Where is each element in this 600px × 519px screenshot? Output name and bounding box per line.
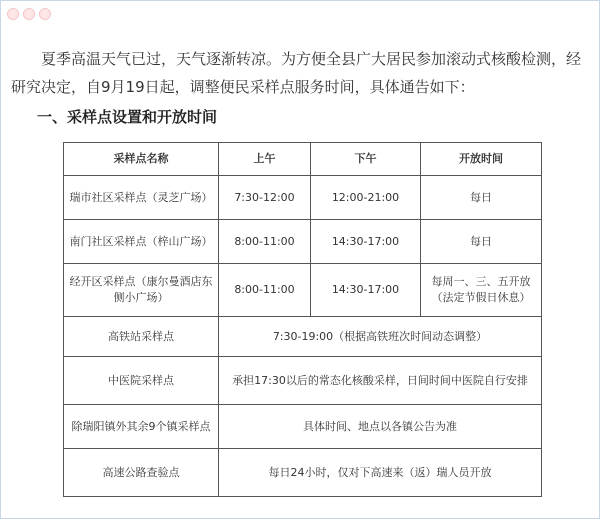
cell-open: 每日 bbox=[421, 220, 542, 264]
sampling-schedule-table bbox=[63, 142, 542, 497]
intro-paragraph: 夏季高温天气已过，天气逐渐转凉。为方便全县广大居民参加滚动式核酸检测，经研究决定，自9月19日起，调整便民采样点服务时间，具体通告如下： bbox=[11, 50, 582, 96]
table-row bbox=[64, 357, 542, 405]
cell-name: 南门社区采样点（梓山广场） bbox=[64, 220, 219, 264]
circle-icon bbox=[23, 8, 35, 20]
table-header-row bbox=[64, 143, 542, 176]
table-row bbox=[64, 220, 542, 264]
cell-name: 高速公路查验点 bbox=[64, 449, 219, 497]
header-name: 采样点名称 bbox=[64, 143, 219, 176]
table-row bbox=[64, 317, 542, 357]
section-heading: 一、采样点设置和开放时间 bbox=[37, 108, 218, 126]
cell-pm: 12:00-21:00 bbox=[311, 176, 421, 220]
cell-am: 8:00-11:00 bbox=[219, 264, 311, 317]
cell-merged-time: 每日24小时，仅对下高速来（返）瑞人员开放 bbox=[219, 449, 542, 497]
table-row bbox=[64, 449, 542, 497]
cell-am: 7:30-12:00 bbox=[219, 176, 311, 220]
cell-merged-time: 具体时间、地点以各镇公告为准 bbox=[219, 405, 542, 449]
cell-merged-time: 7:30-19:00（根据高铁班次时间动态调整） bbox=[219, 317, 542, 357]
cell-open: 每周一、三、五开放（法定节假日休息） bbox=[421, 264, 542, 317]
cell-pm: 14:30-17:00 bbox=[311, 264, 421, 317]
cell-am: 8:00-11:00 bbox=[219, 220, 311, 264]
cell-name: 瑞市社区采样点（灵芝广场） bbox=[64, 176, 219, 220]
cell-name: 除瑞阳镇外其余9个镇采样点 bbox=[64, 405, 219, 449]
cell-open: 每日 bbox=[421, 176, 542, 220]
circle-icon bbox=[7, 8, 19, 20]
table-row bbox=[64, 405, 542, 449]
header-am: 上午 bbox=[219, 143, 311, 176]
cell-name: 中医院采样点 bbox=[64, 357, 219, 405]
header-pm: 下午 bbox=[311, 143, 421, 176]
table-row bbox=[64, 264, 542, 317]
cell-pm: 14:30-17:00 bbox=[311, 220, 421, 264]
window-dots bbox=[7, 8, 51, 20]
cell-name: 经开区采样点（康尔曼酒店东侧小广场） bbox=[64, 264, 219, 317]
cell-name: 高铁站采样点 bbox=[64, 317, 219, 357]
cell-merged-time: 承担17:30以后的常态化核酸采样，日间时间中医院自行安排 bbox=[219, 357, 542, 405]
table-row bbox=[64, 176, 542, 220]
circle-icon bbox=[39, 8, 51, 20]
header-open: 开放时间 bbox=[421, 143, 542, 176]
